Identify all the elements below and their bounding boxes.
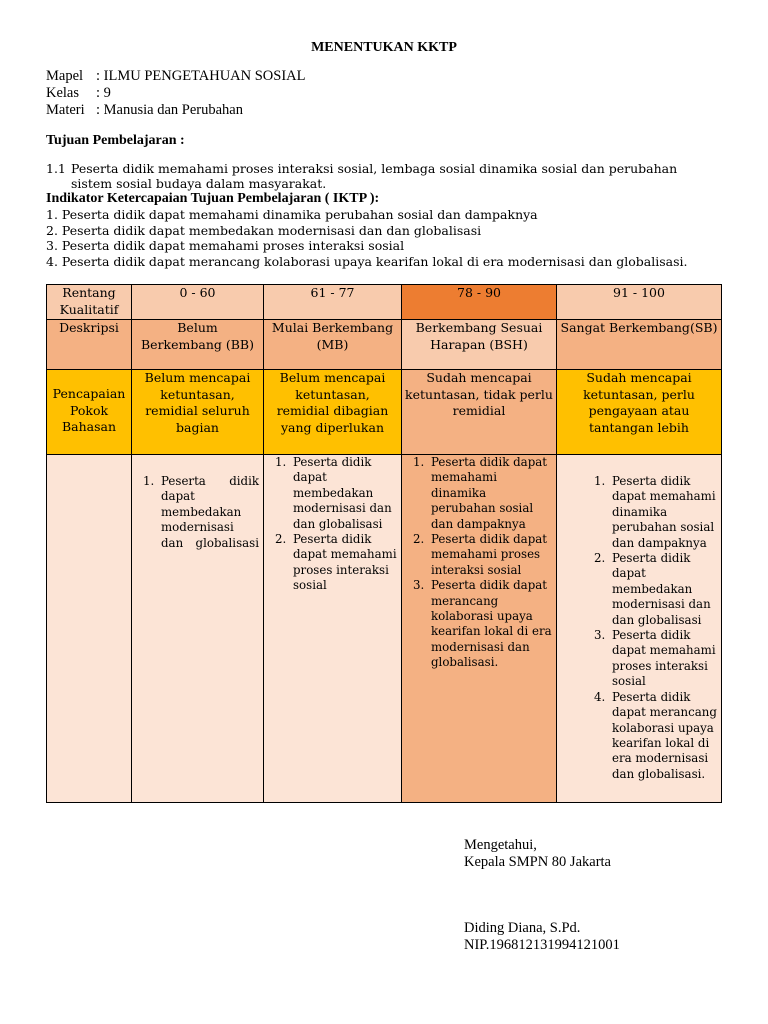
meta-key: Materi (46, 102, 85, 118)
indicator-item: 1. Peserta didik dapat membedakan modernisasi dan globalisasi (158, 474, 259, 551)
iktp-item: 2. Peserta didik dapat membedakan modernisasi dan dan globalisasi (46, 222, 482, 238)
tujuan-heading: Tujuan Pembelajaran : (46, 133, 185, 148)
meta-value: : ILMU PENGETAHUAN SOSIAL (96, 68, 306, 84)
iktp-item: 3. Peserta didik dapat memahami proses interaksi sosial (46, 238, 405, 254)
indicator-item: 1. Peserta didik dapat memahami dinamika perubahan sosial dan dampaknya (609, 474, 717, 551)
indicator-list (136, 474, 259, 551)
meta-kelas (46, 85, 306, 102)
signature-line1: Mengetahui, (464, 837, 537, 853)
indicator-item: 4. Peserta didik dapat merancang kolaborasi upaya kearifan lokal di era modernisasi dan globalisasi. (609, 690, 717, 782)
range-bsh: 78 - 90 (402, 285, 557, 320)
iktp-item: 4. Peserta didik dapat merancang kolaborasi upaya kearifan lokal di era modernisasi dan globalisasi. (46, 253, 688, 269)
table-row-indicators (47, 455, 722, 803)
achievement-sb: Sudah mencapai ketuntasan, perlu pengayaan atau tantangan lebih (557, 370, 722, 455)
indicators-sb (557, 455, 722, 803)
tujuan-item (46, 161, 706, 191)
range-mb: 61 - 77 (264, 285, 402, 320)
signature-line2: Kepala SMPN 80 Jakarta (464, 854, 611, 870)
indicator-item: 2. Peserta didik dapat memahami proses interaksi sosial (428, 532, 552, 578)
indicator-list (561, 474, 717, 782)
indicator-item: 1. Peserta didik dapat membedakan modernisasi dan dan globalisasi (290, 455, 397, 532)
table-row-rentang (47, 285, 722, 320)
indicator-list (268, 455, 397, 594)
tujuan-number: 1.1 (46, 161, 66, 176)
indicator-item: 1. Peserta didik dapat memahami dinamika perubahan sosial dan dampaknya (428, 455, 552, 532)
desc-sb: Sangat Berkembang(SB) (557, 320, 722, 370)
range-sb: 91 - 100 (557, 285, 722, 320)
range-bb: 0 - 60 (132, 285, 264, 320)
indicators-bb (132, 455, 264, 803)
kktp-table (46, 284, 722, 803)
desc-mb: Mulai Berkembang (MB) (264, 320, 402, 370)
indicator-list (406, 455, 552, 671)
desc-bb: Belum Berkembang (BB) (132, 320, 264, 370)
iktp-item: 1. Peserta didik dapat memahami dinamika perubahan sosial dan dampaknya (46, 207, 538, 222)
meta-materi (46, 102, 306, 119)
meta-value: : 9 (96, 85, 111, 101)
indicator-item: 3. Peserta didik dapat merancang kolaborasi upaya kearifan lokal di era modernisasi dan globalisasi. (428, 578, 552, 670)
indicator-item: 2. Peserta didik dapat membedakan modernisasi dan dan globalisasi (609, 551, 717, 628)
achievement-bb: Belum mencapai ketuntasan, remidial seluruh bagian (132, 370, 264, 455)
indicator-item: 3. Peserta didik dapat memahami proses interaksi sosial (609, 628, 717, 690)
indicators-bsh (402, 455, 557, 803)
pencapaian-label: Pencapaian Pokok Bahasan (47, 370, 132, 455)
meta-mapel (46, 68, 306, 85)
achievement-mb: Belum mencapai ketuntasan, remidial dibagian yang diperlukan (264, 370, 402, 455)
indicator-item: 2. Peserta didik dapat memahami proses interaksi sosial (290, 532, 397, 594)
meta-key: Kelas (46, 85, 80, 101)
document-meta (46, 68, 306, 119)
table-row-deskripsi (47, 320, 722, 370)
iktp-heading: Indikator Ketercapaian Tujuan Pembelajaran ( IKTP ): (46, 191, 380, 206)
achievement-bsh: Sudah mencapai ketuntasan, tidak perlu remidial (402, 370, 557, 455)
indicators-mb (264, 455, 402, 803)
signer-name: Diding Diana, S.Pd. (464, 920, 581, 936)
desc-bsh: Berkembang Sesuai Harapan (BSH) (402, 320, 557, 370)
signature-block (464, 920, 620, 954)
signer-nip: NIP.196812131994121001 (464, 937, 620, 953)
signature-header (464, 837, 611, 871)
table-row-pencapaian (47, 370, 722, 455)
deskripsi-label: Deskripsi (47, 320, 132, 370)
rentang-label: Rentang Kualitatif (47, 285, 132, 320)
iktp-list (46, 207, 687, 269)
tujuan-text: Peserta didik memahami proses interaksi sosial, lembaga sosial dinamika sosial dan perubahan sistem sosial budaya dalam masyarakat. (71, 161, 678, 191)
meta-key: Mapel (46, 68, 84, 84)
indicator-empty-cell (47, 455, 132, 803)
meta-value: : Manusia dan Perubahan (96, 102, 243, 118)
document-title: MENENTUKAN KKTP (311, 40, 457, 55)
